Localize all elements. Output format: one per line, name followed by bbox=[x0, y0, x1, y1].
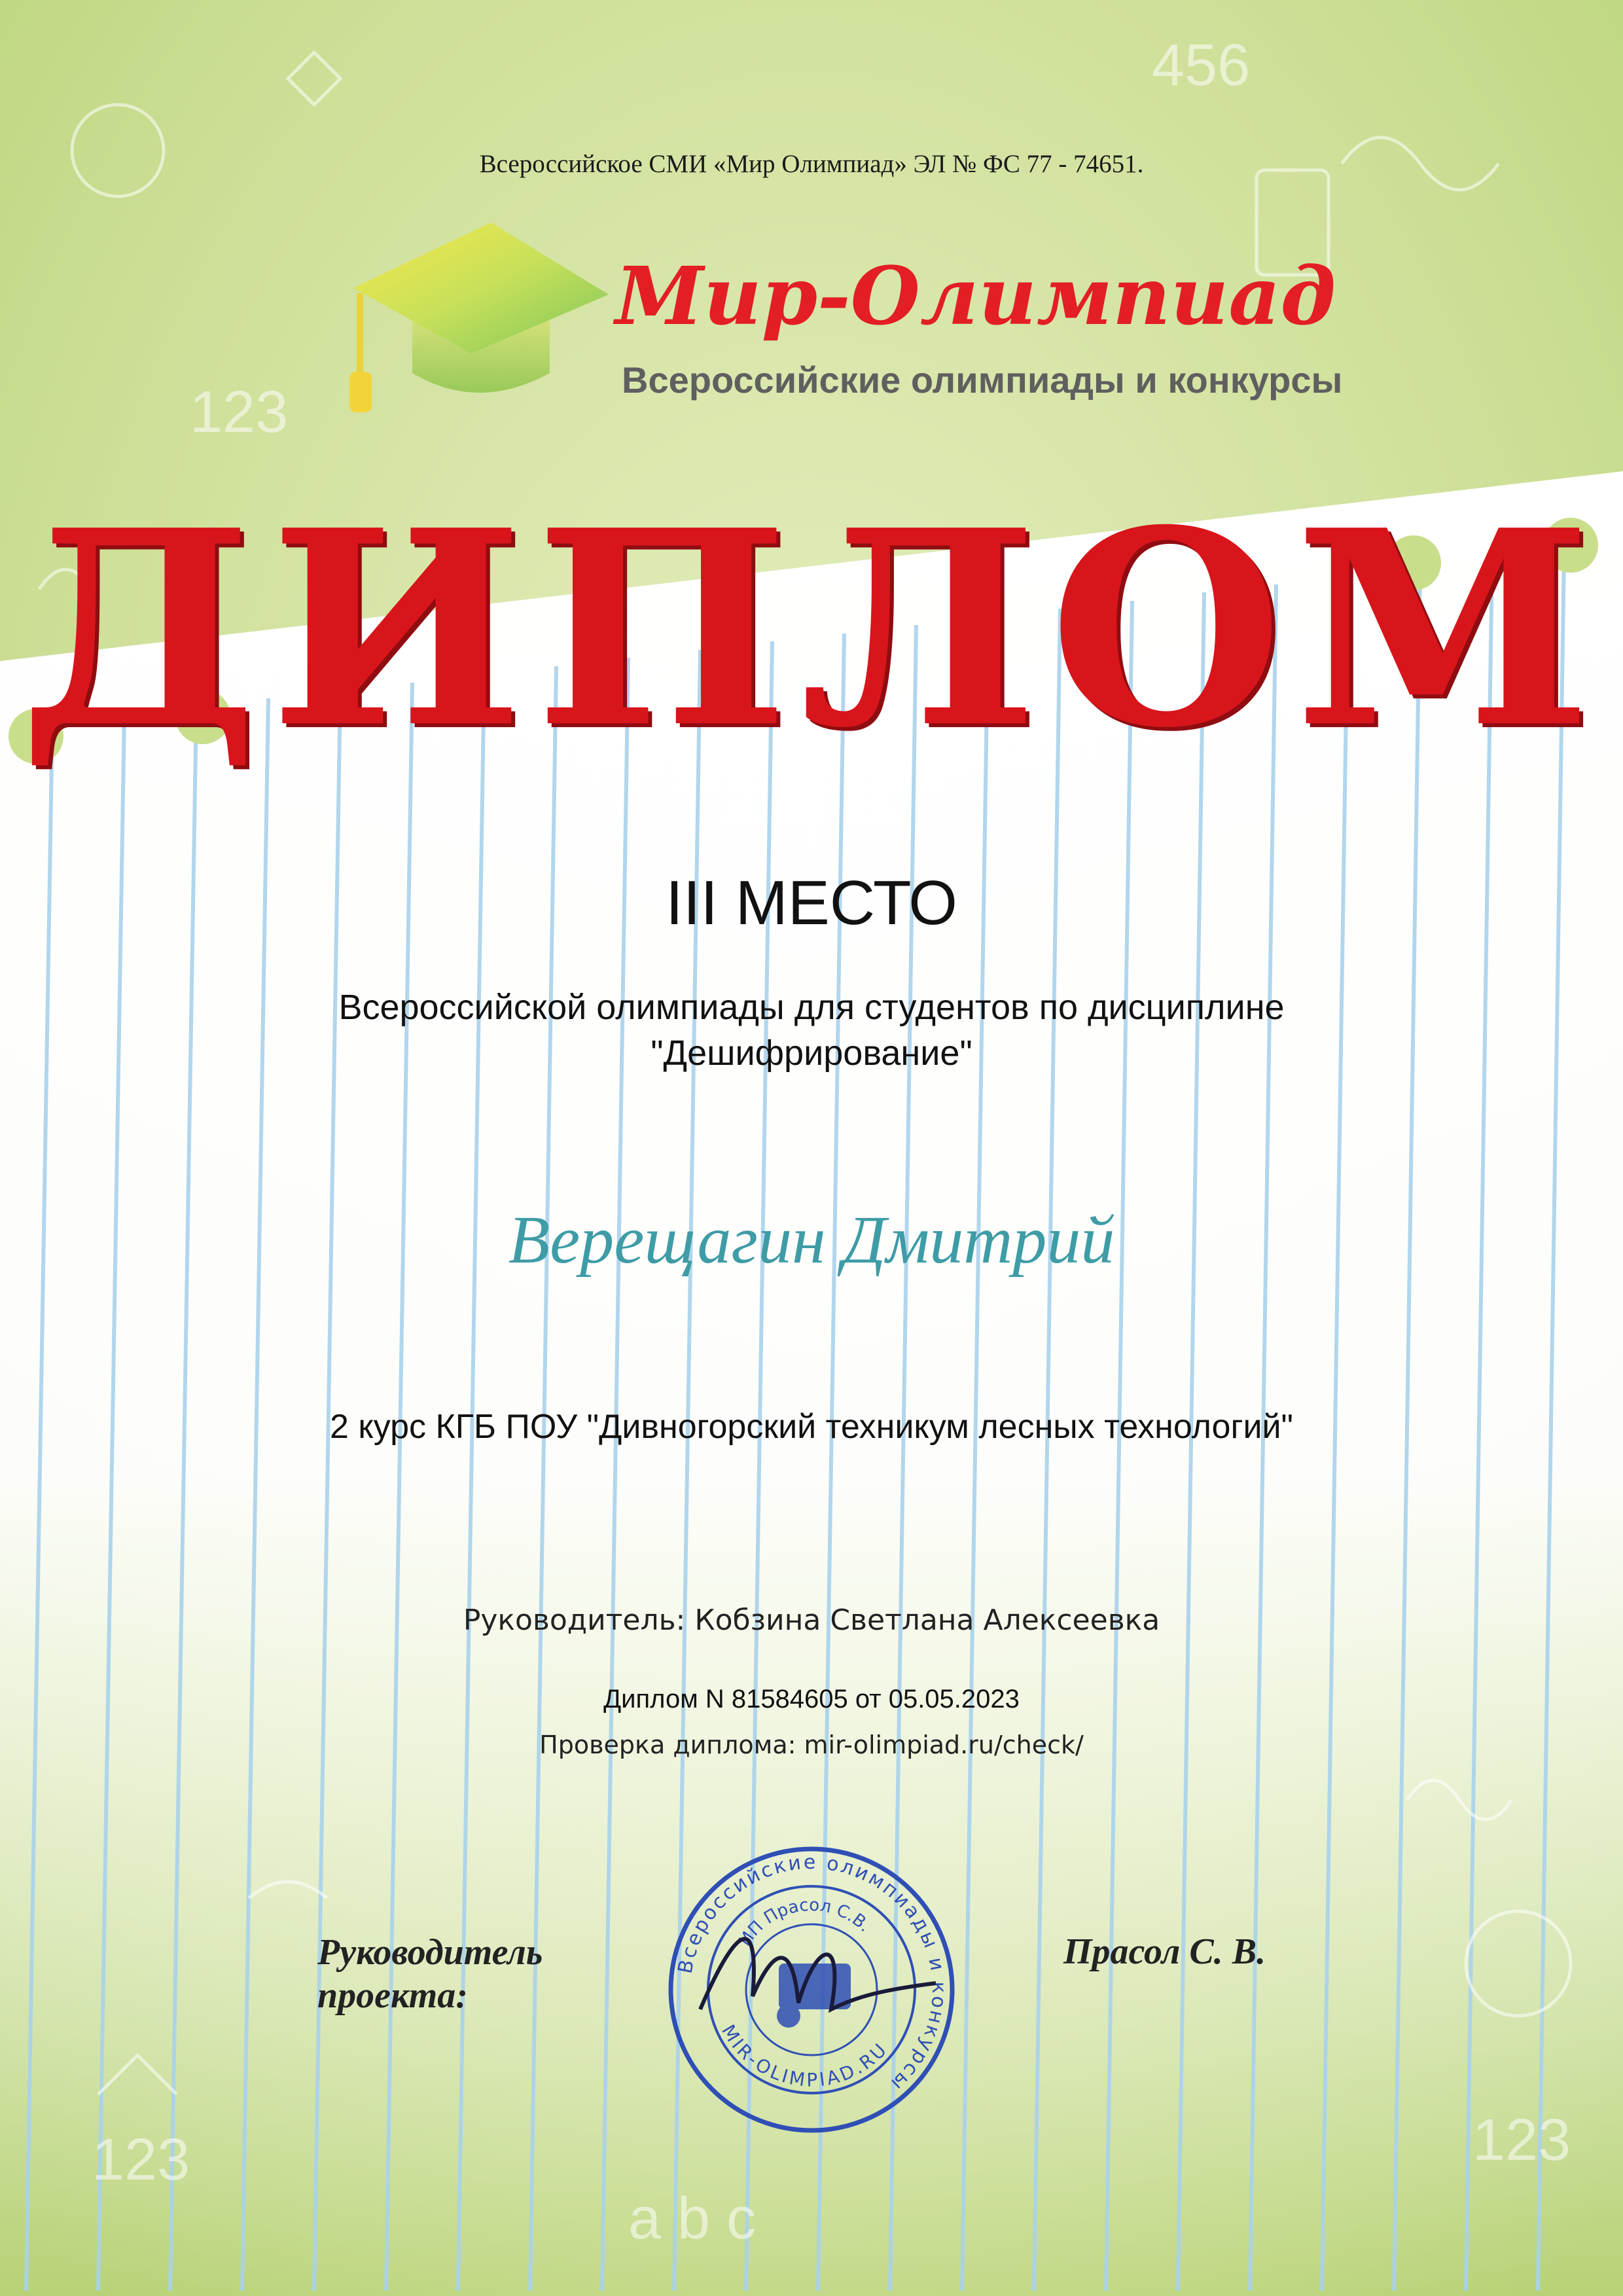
stamp-outer-text: Всероссийские олимпиады и конкурсы bbox=[673, 1850, 951, 2096]
graduation-cap-icon bbox=[340, 216, 615, 432]
stamp-inner-text: ИП Прасол С.В. bbox=[735, 1895, 875, 1950]
diploma-title: ДИПЛОМ bbox=[19, 471, 1604, 787]
doodle-123-right: 123 bbox=[1472, 2108, 1571, 2173]
doodle-abc: a b c bbox=[628, 2186, 757, 2251]
doodle-123-bottom: 123 bbox=[92, 2127, 190, 2193]
diploma-number: Диплом N 81584605 от 05.05.2023 bbox=[603, 1685, 1020, 1713]
brand-name: Мир-Олимпиад bbox=[615, 249, 1336, 343]
supervisor-text: Руководитель: Кобзина Светлана Алексеевка bbox=[463, 1604, 1160, 1637]
signer-name: Прасол С. В. bbox=[1063, 1931, 1266, 1972]
media-registration: Всероссийское СМИ «Мир Олимпиад» ЭЛ № ФС 77 - 74651. bbox=[479, 150, 1144, 178]
project-lead-line1: Руководитель bbox=[317, 1932, 543, 1973]
doodle-456-top: 456 bbox=[1152, 33, 1251, 98]
place-text: III МЕСТО bbox=[666, 868, 957, 938]
project-lead-line2: проекта: bbox=[317, 1975, 468, 2016]
diploma-check-link[interactable]: Проверка диплома: mir-olimpiad.ru/check/ bbox=[539, 1731, 1084, 1759]
olympiad-text: Всероссийской олимпиады для студентов по дисциплине bbox=[338, 988, 1285, 1027]
doodle-123-left: 123 bbox=[190, 380, 289, 445]
institution-text: 2 курс КГБ ПОУ "Дивногорский техникум лесных технологий" bbox=[330, 1408, 1293, 1446]
brand-tagline: Всероссийские олимпиады и конкурсы bbox=[622, 359, 1343, 401]
project-lead-label bbox=[317, 1931, 543, 2017]
official-stamp bbox=[661, 1839, 962, 2140]
discipline-text: "Дешифрирование" bbox=[651, 1033, 972, 1073]
stamp-emblem bbox=[777, 1964, 851, 2028]
stamp-bottom-text: MIR-OLIMPIAD.RU bbox=[717, 2020, 893, 2091]
recipient-name: Верещагин Дмитрий bbox=[508, 1202, 1115, 1278]
